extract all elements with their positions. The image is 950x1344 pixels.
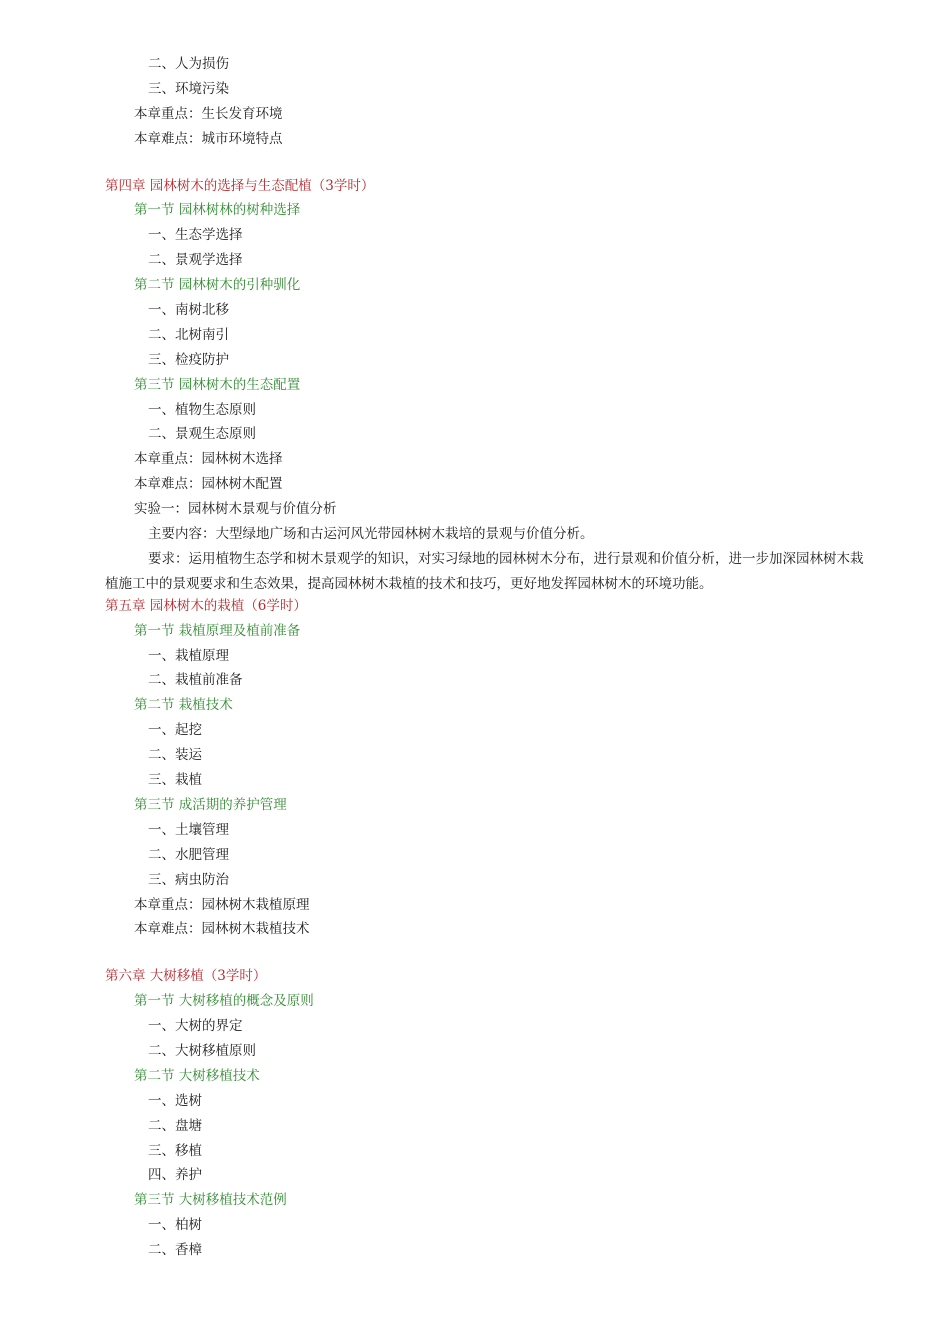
section-heading: 第二节 栽植技术: [134, 697, 233, 714]
chapter-note: 本章难点：园林树木栽植技术: [134, 921, 310, 938]
list-item: 一、栽植原理: [148, 647, 229, 664]
section-heading: 第一节 栽植原理及植前准备: [134, 622, 301, 639]
list-item: 三、检疫防护: [148, 351, 229, 368]
chapter-note: 实验一：园林树木景观与价值分析: [134, 501, 337, 518]
section-heading: 第三节 大树移植技术范例: [134, 1192, 287, 1209]
chapter-heading: 第四章 园林树木的选择与生态配植（3学时）: [105, 177, 375, 194]
list-item: 二、景观学选择: [148, 252, 243, 269]
list-item: 二、盘塘: [148, 1117, 202, 1134]
experiment-content: 主要内容：大型绿地广场和古运河风光带园林树木栽培的景观与价值分析。: [148, 526, 594, 543]
chapter-heading: 第六章 大树移植（3学时）: [105, 968, 267, 985]
spacer: [0, 152, 950, 174]
spacer: [0, 942, 950, 964]
experiment-requirement-paragraph: 要求：运用植物生态学和树木景观学的知识，对实习绿地的园林树木分布，进行景观和价值分析，进一步加深园林树木栽植施工中的景观要求和生态效果，提高园林树木栽植的技术和技巧，更好地发挥园林树木的环境功能。: [105, 550, 864, 592]
list-item: 二、栽植前准备: [148, 672, 243, 689]
list-item: 三、栽植: [148, 772, 202, 789]
list-item: 二、装运: [148, 747, 202, 764]
section-heading: 第三节 园林树木的生态配置: [134, 376, 301, 393]
chapter-note: 本章重点：园林树木选择: [134, 451, 283, 468]
list-item: 二、景观生态原则: [148, 426, 256, 443]
list-item: 一、南树北移: [148, 302, 229, 319]
chapter-note: 本章难点：园林树木配置: [134, 476, 283, 493]
syllabus-document: [0, 52, 950, 1263]
list-item: 三、病虫防治: [148, 871, 229, 888]
list-item: 三、移植: [148, 1142, 202, 1159]
list-item: 三、环境污染: [148, 80, 229, 97]
section-heading: 第二节 大树移植技术: [134, 1067, 260, 1084]
list-item: 二、水肥管理: [148, 846, 229, 863]
section-heading: 第三节 成活期的养护管理: [134, 796, 287, 813]
list-item: 一、生态学选择: [148, 227, 243, 244]
list-item: 一、土壤管理: [148, 821, 229, 838]
chapter-note: 本章难点：城市环境特点: [134, 130, 283, 147]
chapter-note: 本章重点：生长发育环境: [134, 105, 283, 122]
list-item: 一、起挖: [148, 722, 202, 739]
list-item: 一、大树的界定: [148, 1018, 243, 1035]
section-heading: 第一节 大树移植的概念及原则: [134, 993, 314, 1010]
list-item: 二、大树移植原则: [148, 1042, 256, 1059]
list-item: 四、养护: [148, 1167, 202, 1184]
list-item: 一、植物生态原则: [148, 401, 256, 418]
list-item: 一、柏树: [148, 1217, 202, 1234]
chapter-heading: 第五章 园林树木的栽植（6学时）: [105, 597, 307, 614]
list-item: 二、人为损伤: [148, 56, 229, 72]
list-item: 二、北树南引: [148, 326, 229, 343]
section-heading: 第二节 园林树木的引种驯化: [134, 277, 301, 294]
section-heading: 第一节 园林树林的树种选择: [134, 202, 301, 219]
chapter-note: 本章重点：园林树木栽植原理: [134, 896, 310, 913]
list-item: 一、选树: [148, 1092, 202, 1109]
list-item: 二、香樟: [148, 1242, 202, 1259]
